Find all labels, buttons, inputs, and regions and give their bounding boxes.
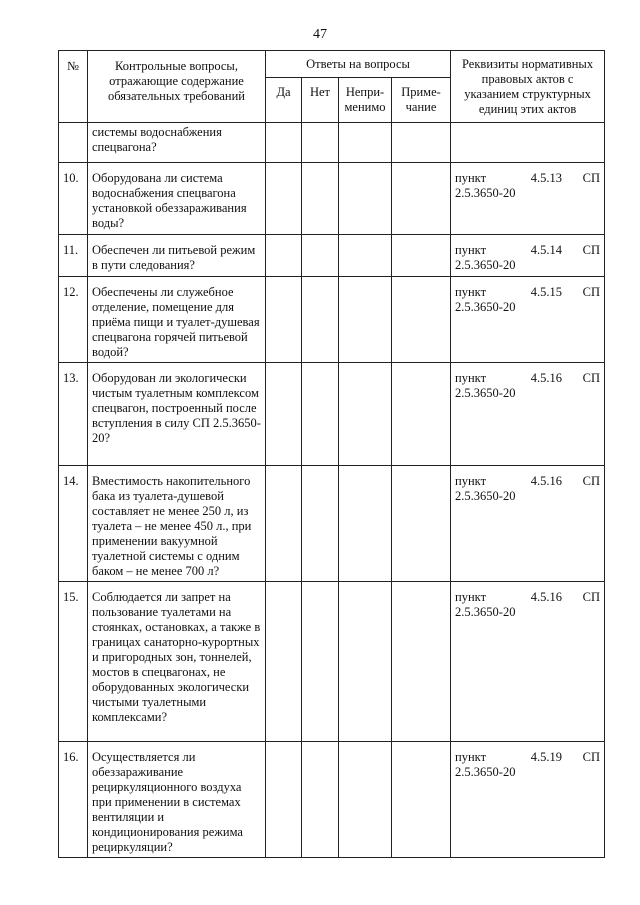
requisite-cell bbox=[451, 363, 605, 466]
page-number: 47 bbox=[313, 27, 327, 42]
answer-na-cell[interactable] bbox=[339, 163, 392, 235]
ref-clause-label: пункт bbox=[455, 171, 487, 185]
ref-act-number: 2.5.3650-20 bbox=[455, 489, 516, 503]
answer-na-cell[interactable] bbox=[339, 235, 392, 277]
answer-na-cell[interactable] bbox=[339, 123, 392, 163]
row-number bbox=[59, 123, 88, 163]
question-text: Вместимость накопительного бака из туалета-душевой составляет не менее 250 л, из туалета – не менее 450 л., при применении вакуумной туалетной системы с одним баком – не менее 700 л? bbox=[88, 466, 266, 582]
ref-clause-number: 4.5.16 bbox=[530, 474, 562, 488]
requisite-cell bbox=[451, 235, 605, 277]
answer-yes-cell[interactable] bbox=[266, 235, 302, 277]
header-no: Нет bbox=[302, 78, 339, 123]
table-row bbox=[59, 235, 605, 277]
answer-yes-cell[interactable] bbox=[266, 123, 302, 163]
question-text: Обеспечен ли питьевой режим в пути следования? bbox=[88, 235, 266, 277]
table-row bbox=[59, 582, 605, 742]
answer-no-cell[interactable] bbox=[302, 163, 339, 235]
ref-act-type: СП bbox=[582, 371, 601, 385]
ref-act-type: СП bbox=[582, 243, 601, 257]
answer-na-cell[interactable] bbox=[339, 363, 392, 466]
row-number: 16. bbox=[59, 742, 88, 858]
requisite-cell bbox=[451, 582, 605, 742]
ref-act-number: 2.5.3650-20 bbox=[455, 605, 516, 619]
table-row bbox=[59, 277, 605, 363]
answer-note-cell[interactable] bbox=[392, 235, 451, 277]
ref-act-type: СП bbox=[582, 474, 601, 488]
ref-clause-number: 4.5.14 bbox=[530, 243, 562, 257]
header-note: Приме- чание bbox=[392, 78, 451, 123]
answer-yes-cell[interactable] bbox=[266, 466, 302, 582]
row-number: 13. bbox=[59, 363, 88, 466]
ref-clause-number: 4.5.13 bbox=[530, 171, 562, 185]
answer-yes-cell[interactable] bbox=[266, 582, 302, 742]
answer-no-cell[interactable] bbox=[302, 466, 339, 582]
answer-no-cell[interactable] bbox=[302, 123, 339, 163]
ref-act-number: 2.5.3650-20 bbox=[455, 386, 516, 400]
answer-no-cell[interactable] bbox=[302, 742, 339, 858]
ref-act-type: СП bbox=[582, 171, 601, 185]
ref-clause-label: пункт bbox=[455, 243, 487, 257]
row-number: 11. bbox=[59, 235, 88, 277]
requisite-cell bbox=[451, 123, 605, 163]
table-row bbox=[59, 466, 605, 582]
answer-no-cell[interactable] bbox=[302, 277, 339, 363]
table-row bbox=[59, 163, 605, 235]
row-number: 14. bbox=[59, 466, 88, 582]
ref-clause-label: пункт bbox=[455, 285, 487, 299]
ref-clause-number: 4.5.16 bbox=[530, 590, 562, 604]
header-row-1 bbox=[59, 51, 605, 78]
question-text: Соблюдается ли запрет на пользование туалетами на стоянках, остановках, а также в границах санаторно-курортных и пригородных зон, тоннелей, мостов в спецвагонах, не оборудованных экологически чистыми туалетными комплексами? bbox=[88, 582, 266, 742]
question-text: Осуществляется ли обеззараживание рециркуляционного воздуха при применении в системах вентиляции и кондиционирования режима рециркуляции? bbox=[88, 742, 266, 858]
answer-na-cell[interactable] bbox=[339, 742, 392, 858]
ref-clause-label: пункт bbox=[455, 371, 487, 385]
row-number: 10. bbox=[59, 163, 88, 235]
answer-yes-cell[interactable] bbox=[266, 363, 302, 466]
checklist-table bbox=[58, 50, 605, 858]
question-text: Обеспечены ли служебное отделение, помещение для приёма пищи и туалет-душевая спецвагона горячей питьевой водой? bbox=[88, 277, 266, 363]
requisite-cell bbox=[451, 277, 605, 363]
header-answers: Ответы на вопросы bbox=[266, 51, 451, 78]
table-row bbox=[59, 742, 605, 858]
answer-note-cell[interactable] bbox=[392, 363, 451, 466]
header-na: Непри- менимо bbox=[339, 78, 392, 123]
requisite-cell bbox=[451, 163, 605, 235]
answer-na-cell[interactable] bbox=[339, 582, 392, 742]
ref-act-number: 2.5.3650-20 bbox=[455, 300, 516, 314]
ref-act-type: СП bbox=[582, 285, 601, 299]
question-text: Оборудована ли система водоснабжения спецвагона установкой обеззараживания воды? bbox=[88, 163, 266, 235]
question-text: системы водоснабжения спецвагона? bbox=[88, 123, 266, 163]
answer-no-cell[interactable] bbox=[302, 363, 339, 466]
ref-clause-number: 4.5.16 bbox=[530, 371, 562, 385]
header-questions: Контрольные вопросы, отражающие содержание обязательных требований bbox=[88, 51, 266, 123]
ref-clause-label: пункт bbox=[455, 750, 487, 764]
answer-yes-cell[interactable] bbox=[266, 277, 302, 363]
ref-clause-label: пункт bbox=[455, 590, 487, 604]
answer-na-cell[interactable] bbox=[339, 277, 392, 363]
answer-note-cell[interactable] bbox=[392, 582, 451, 742]
table-row bbox=[59, 123, 605, 163]
row-number: 15. bbox=[59, 582, 88, 742]
ref-act-number: 2.5.3650-20 bbox=[455, 765, 516, 779]
answer-yes-cell[interactable] bbox=[266, 163, 302, 235]
header-yes: Да bbox=[266, 78, 302, 123]
requisite-cell bbox=[451, 742, 605, 858]
answer-note-cell[interactable] bbox=[392, 123, 451, 163]
answer-na-cell[interactable] bbox=[339, 466, 392, 582]
row-number: 12. bbox=[59, 277, 88, 363]
requisite-cell bbox=[451, 466, 605, 582]
answer-note-cell[interactable] bbox=[392, 466, 451, 582]
answer-note-cell[interactable] bbox=[392, 277, 451, 363]
question-text: Оборудован ли экологически чистым туалетным комплексом спецвагон, построенный после вступления в силу СП 2.5.3650-20? bbox=[88, 363, 266, 466]
answer-no-cell[interactable] bbox=[302, 235, 339, 277]
answer-note-cell[interactable] bbox=[392, 163, 451, 235]
ref-clause-number: 4.5.19 bbox=[530, 750, 562, 764]
ref-clause-label: пункт bbox=[455, 474, 487, 488]
answer-yes-cell[interactable] bbox=[266, 742, 302, 858]
ref-clause-number: 4.5.15 bbox=[530, 285, 562, 299]
ref-act-number: 2.5.3650-20 bbox=[455, 258, 516, 272]
header-requisites: Реквизиты нормативных правовых актов с указанием структурных единиц этих актов bbox=[451, 51, 605, 123]
header-num: № bbox=[59, 51, 88, 123]
answer-note-cell[interactable] bbox=[392, 742, 451, 858]
table-row bbox=[59, 363, 605, 466]
ref-act-number: 2.5.3650-20 bbox=[455, 186, 516, 200]
ref-act-type: СП bbox=[582, 750, 601, 764]
answer-no-cell[interactable] bbox=[302, 582, 339, 742]
ref-act-type: СП bbox=[582, 590, 601, 604]
